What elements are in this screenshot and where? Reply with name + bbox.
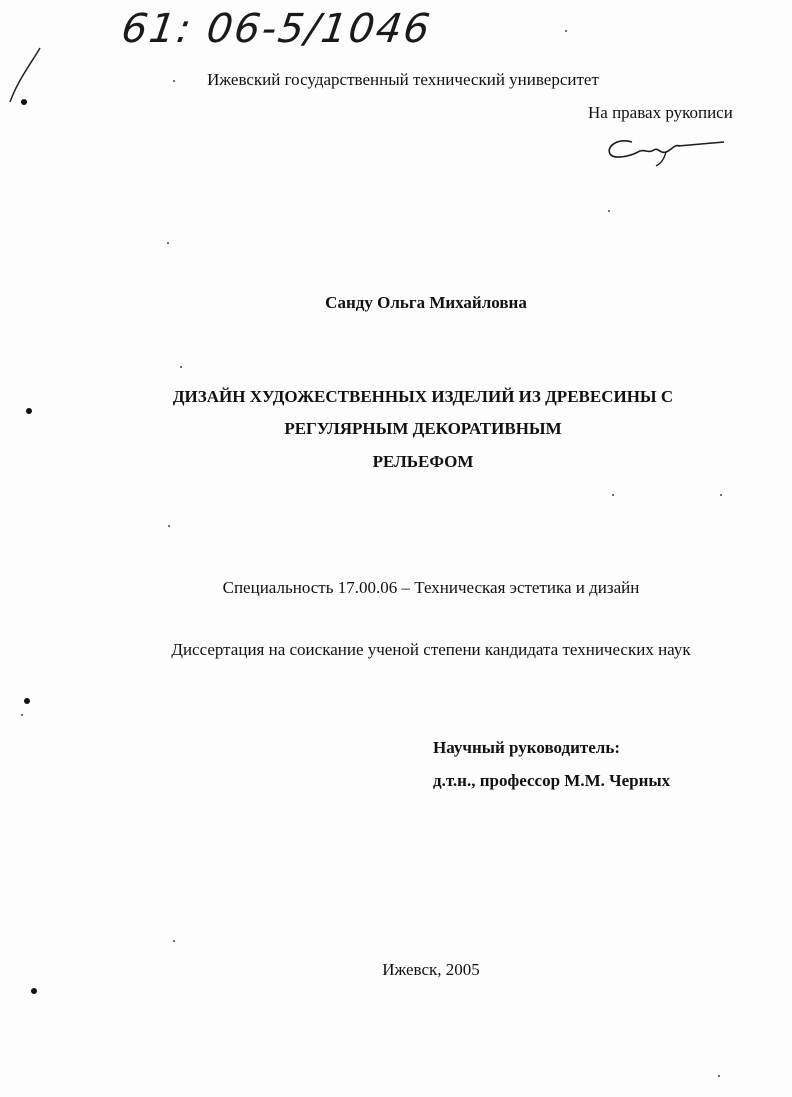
author-name: Санду Ольга Михайловна <box>325 293 527 312</box>
scan-speck <box>21 714 23 716</box>
supervisor-label: Научный руководитель: <box>433 738 620 757</box>
margin-dot <box>24 698 30 704</box>
scan-speck <box>612 494 614 496</box>
scan-speck <box>167 242 169 244</box>
scan-speck <box>173 80 175 82</box>
manuscript-rights: На правах рукописи <box>588 103 733 122</box>
specialty: Специальность 17.00.06 – Техническая эстетика и дизайн <box>222 578 640 597</box>
scan-speck <box>173 940 175 942</box>
city-year: Ижевск, 2005 <box>382 960 480 979</box>
scan-speck <box>720 494 722 496</box>
scan-speck <box>180 366 182 368</box>
supervisor-name: д.т.н., профессор М.М. Черных <box>433 771 671 790</box>
scan-speck <box>718 1075 720 1077</box>
title-line-3: РЕЛЬЕФОМ <box>372 452 474 471</box>
scan-speck <box>565 30 567 32</box>
university-name: Ижевский государственный технический университет <box>207 70 599 89</box>
title-line-2: РЕГУЛЯРНЫМ ДЕКОРАТИВНЫМ <box>284 419 562 438</box>
margin-dot <box>26 408 32 414</box>
dissertation-description: Диссертация на соискание ученой степени кандидата технических наук <box>171 640 691 659</box>
margin-dot <box>31 988 37 994</box>
scan-speck <box>608 210 610 212</box>
archive-number-handwritten: 61: 06-5/1046 <box>118 6 435 52</box>
signature-icon <box>600 132 730 168</box>
scan-speck <box>168 525 170 527</box>
title-line-1: ДИЗАЙН ХУДОЖЕСТВЕННЫХ ИЗДЕЛИЙ ИЗ ДРЕВЕСИНЫ С <box>172 387 674 406</box>
